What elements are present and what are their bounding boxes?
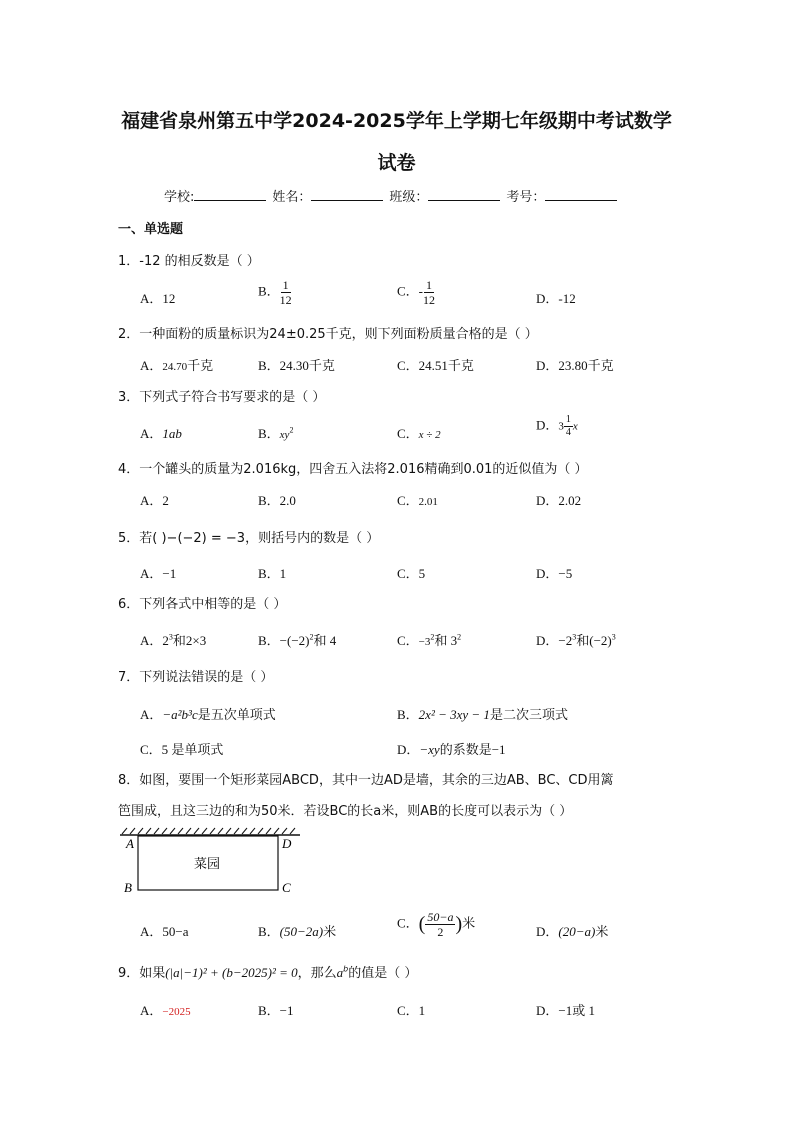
q6-option-b[interactable]: B．$-(-2)^2$和 4: [258, 632, 337, 648]
vertex-a: A: [126, 836, 134, 851]
q3-option-c[interactable]: C．x ÷ 2: [397, 426, 441, 441]
q3-option-b[interactable]: B．$xy^2$: [258, 425, 294, 441]
q7-option-a[interactable]: A．−a²b³c是五次单项式: [140, 707, 276, 722]
number-blank[interactable]: [545, 188, 617, 201]
class-blank[interactable]: [428, 188, 500, 201]
q9-option-d[interactable]: D．−1或 1: [536, 1003, 595, 1018]
q4-option-a[interactable]: A．2: [140, 493, 169, 508]
q1-option-c[interactable]: [397, 278, 435, 307]
question-8-stem-line1: 8．如图，要围一个矩形菜园ABCD，其中一边AD是墙，其余的三边AB、BC、CD用篱: [118, 773, 614, 788]
q9-option-c[interactable]: C．1: [397, 1003, 426, 1018]
page-title-line2: 试卷: [377, 152, 416, 174]
q8-option-a[interactable]: A．50−a: [140, 924, 189, 939]
question-3-stem: 3．下列式子符合书写要求的是（ ）: [118, 390, 326, 405]
q6-option-c[interactable]: C．$-3^2$和 $3^2$: [397, 632, 462, 648]
q5-option-b[interactable]: B．1: [258, 566, 287, 581]
q4-option-d[interactable]: D．2.02: [536, 493, 582, 508]
q1-option-b[interactable]: [258, 278, 292, 307]
garden-figure: [118, 826, 308, 896]
garden-label: 菜园: [194, 857, 221, 872]
vertex-b: B: [124, 880, 132, 895]
q1-option-b-label: B．: [258, 283, 280, 299]
name-blank[interactable]: [311, 188, 383, 201]
question-7-stem: 7．下列说法错误的是（ ）: [118, 670, 274, 685]
number-label: 考号：: [506, 190, 546, 205]
question-1-stem: 1．-12 的相反数是（ ）: [118, 254, 260, 269]
q7-option-b[interactable]: B．2x² − 3xy − 1是二次三项式: [397, 707, 568, 722]
q1-option-d[interactable]: D．-12: [536, 291, 576, 306]
section-heading: 一、单选题: [118, 222, 184, 237]
q1-option-b-fraction: $\frac{1}{12}$: [279, 278, 292, 307]
question-5-stem: 5．若( )−(−2) = −3，则括号内的数是（ ）: [118, 531, 380, 546]
q4-option-b[interactable]: B．2.0: [258, 493, 296, 508]
q1-option-a[interactable]: A．12: [140, 291, 176, 306]
q3-option-d[interactable]: D．3 $\frac{1}{4}$ x: [536, 414, 578, 438]
q2-option-c[interactable]: C．24.51千克: [397, 358, 474, 373]
class-label: 班级：: [389, 190, 429, 205]
q6-option-a[interactable]: A．$2^3$和2×3: [140, 632, 207, 648]
school-label: 学校:: [164, 190, 195, 205]
question-8-stem-line2: 笆围成，且这三边的和为50米．若设BC的长a米，则AB的长度可以表示为（ ）: [118, 804, 573, 819]
q9-option-a[interactable]: A．−2025: [140, 1003, 191, 1018]
question-2-stem: 2．一种面粉的质量标识为24±0.25千克，则下列面粉质量合格的是（ ）: [118, 327, 538, 342]
q7-option-d[interactable]: D．−xy的系数是−1: [397, 742, 506, 757]
q5-option-c[interactable]: C．5: [397, 566, 426, 581]
question-4-stem: 4．一个罐头的质量为2.016kg，四舍五入法将2.016精确到0.01的近似值为（ ）: [118, 462, 588, 477]
q2-option-d[interactable]: D．23.80千克: [536, 358, 614, 373]
student-info-row: [164, 186, 623, 205]
vertex-d: D: [282, 836, 292, 851]
school-blank[interactable]: [194, 188, 266, 201]
q6-option-d[interactable]: D．$-2^3$和$(-2)^3$: [536, 632, 616, 648]
q8-option-b[interactable]: B．(50−2a)米: [258, 924, 337, 939]
q4-option-c[interactable]: C．2.01: [397, 493, 438, 508]
name-label: 姓名：: [272, 190, 312, 205]
vertex-c: C: [282, 880, 291, 895]
q5-option-d[interactable]: D．−5: [536, 566, 573, 581]
question-9-stem: 9．如果(|a|−1)² + (b−2025)² = 0，那么$a^b$的值是（ ）: [118, 964, 418, 981]
q8-option-d[interactable]: D．(20−a)米: [536, 924, 609, 939]
question-6-stem: 6．下列各式中相等的是（ ）: [118, 597, 287, 612]
q9-option-b[interactable]: B．−1: [258, 1003, 294, 1018]
q8-option-c[interactable]: C．( $\frac{50-a}{2}$ )米: [397, 910, 476, 939]
q2-option-b[interactable]: B．24.30千克: [258, 358, 335, 373]
q7-option-c[interactable]: C．5 是单项式: [140, 742, 224, 757]
page-title-line1: 福建省泉州第五中学2024-2025学年上学期七年级期中考试数学: [121, 110, 672, 132]
q3-option-a[interactable]: A．1ab: [140, 426, 182, 441]
q1-option-c-label: C．-: [397, 283, 424, 299]
q5-option-a[interactable]: A．−1: [140, 566, 177, 581]
q2-option-a[interactable]: A．24.70千克: [140, 358, 214, 373]
q1-option-c-fraction: $\frac{1}{12}$: [423, 278, 436, 307]
